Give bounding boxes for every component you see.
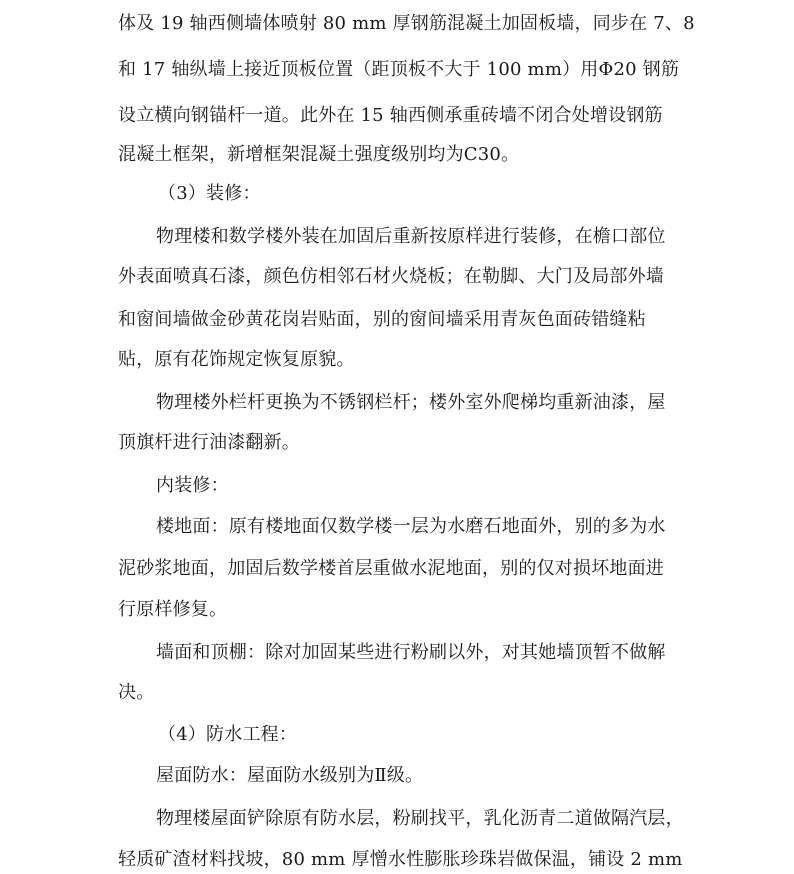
text-line: 物理楼屋面铲除原有防水层，粉刷找平，乳化沥青二道做隔汽层，: [156, 808, 684, 829]
text-line: 行原样修复。: [118, 599, 228, 620]
section-heading: 内装修：: [156, 475, 229, 496]
text-line: 设立横向钢锚杆一道。此外在 15 轴西侧承重砖墙不闭合处增设钢筋: [118, 105, 663, 126]
text-line: 和 17 轴纵墙上接近顶板位置（距顶板不大于 100 mm）用Φ20 钢筋: [118, 59, 680, 80]
text-line: 物理楼和数学楼外装在加固后重新按原样进行装修，在檐口部位: [156, 226, 666, 247]
text-line: 决。: [118, 682, 155, 703]
text-line: 外表面喷真石漆，颜色仿相邻石材火烧板；在勒脚、大门及局部外墙: [118, 266, 664, 287]
text-line: 物理楼外栏杆更换为不锈钢栏杆；楼外室外爬梯均重新油漆，屋: [156, 392, 666, 413]
section-heading: （3）装修：: [158, 183, 261, 204]
text-line: 泥砂浆地面，加固后数学楼首层重做水泥地面，别的仅对损坏地面进: [118, 558, 664, 579]
text-line: 顶旗杆进行油漆翻新。: [118, 432, 300, 453]
text-line: 和窗间墙做金砂黄花岗岩贴面，别的窗间墙采用青灰色面砖错缝粘: [118, 309, 646, 330]
text-line: 墙面和顶棚：除对加固某些进行粉刷以外，对其她墙顶暂不做解: [156, 642, 666, 663]
text-line: 轻质矿渣材料找坡，80 mm 厚憎水性膨胀珍珠岩做保温，铺设 2 mm: [118, 849, 683, 870]
text-line: 混凝土框架，新增框架混凝土强度级别均为C30。: [118, 144, 520, 165]
text-line: 屋面防水：屋面防水级别为Ⅱ级。: [156, 765, 424, 786]
text-line: 体及 19 轴西侧墙体喷射 80 mm 厚钢筋混凝土加固板墙，同步在 7、8: [118, 13, 695, 34]
text-line: 贴，原有花饰规定恢复原貌。: [118, 349, 355, 370]
text-line: 楼地面：原有楼地面仅数学楼一层为水磨石地面外，别的多为水: [156, 516, 666, 537]
section-heading: （4）防水工程：: [158, 724, 298, 745]
